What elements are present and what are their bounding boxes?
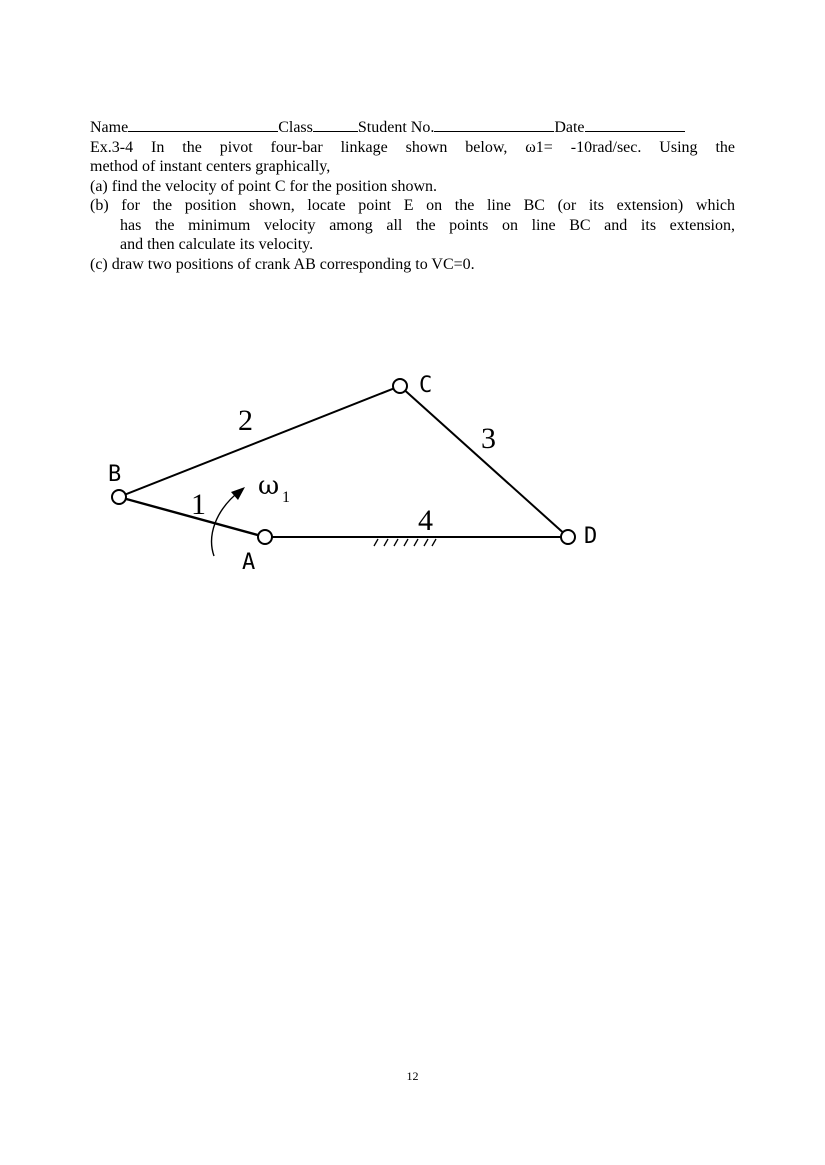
label-A: A <box>242 550 256 575</box>
question-c: (c) draw two positions of crank AB corresponding to VC=0. <box>90 255 475 273</box>
problem-statement-line1: Ex.3-4 In the pivot four-bar linkage shown below, ω1= -10rad/sec. Using the <box>90 138 735 156</box>
link-3-label: 3 <box>481 422 496 455</box>
ground-hatching <box>374 539 436 546</box>
page-number: 12 <box>406 1069 419 1083</box>
label-C: C <box>419 373 433 398</box>
label-B: B <box>108 462 122 487</box>
link-4-label: 4 <box>418 504 433 537</box>
link-2-label: 2 <box>238 404 253 437</box>
joint-A <box>258 530 272 544</box>
question-b-line3: and then calculate its velocity. <box>120 236 314 253</box>
label-D: D <box>584 524 598 549</box>
name-label: Name <box>90 119 129 136</box>
joint-D <box>561 530 575 544</box>
class-label: Class <box>278 119 313 136</box>
question-a: (a) find the velocity of point C for the position shown. <box>90 177 438 195</box>
question-b-line2: has the minimum velocity among all the points on line BC and its extension, <box>120 216 735 234</box>
student-no-label: Student No. <box>357 119 435 136</box>
omega-arrowhead <box>231 487 245 500</box>
omega-subscript: 1 <box>282 489 290 506</box>
omega-symbol: ω <box>258 471 280 501</box>
date-label: Date <box>554 119 585 136</box>
link-1-label: 1 <box>191 488 206 521</box>
joint-B <box>112 490 126 504</box>
joint-C <box>393 379 407 393</box>
question-b-line1: (b) for the position shown, locate point E on the line BC (or its extension) which <box>90 197 735 214</box>
problem-statement-line2: method of instant centers graphically, <box>90 158 331 175</box>
